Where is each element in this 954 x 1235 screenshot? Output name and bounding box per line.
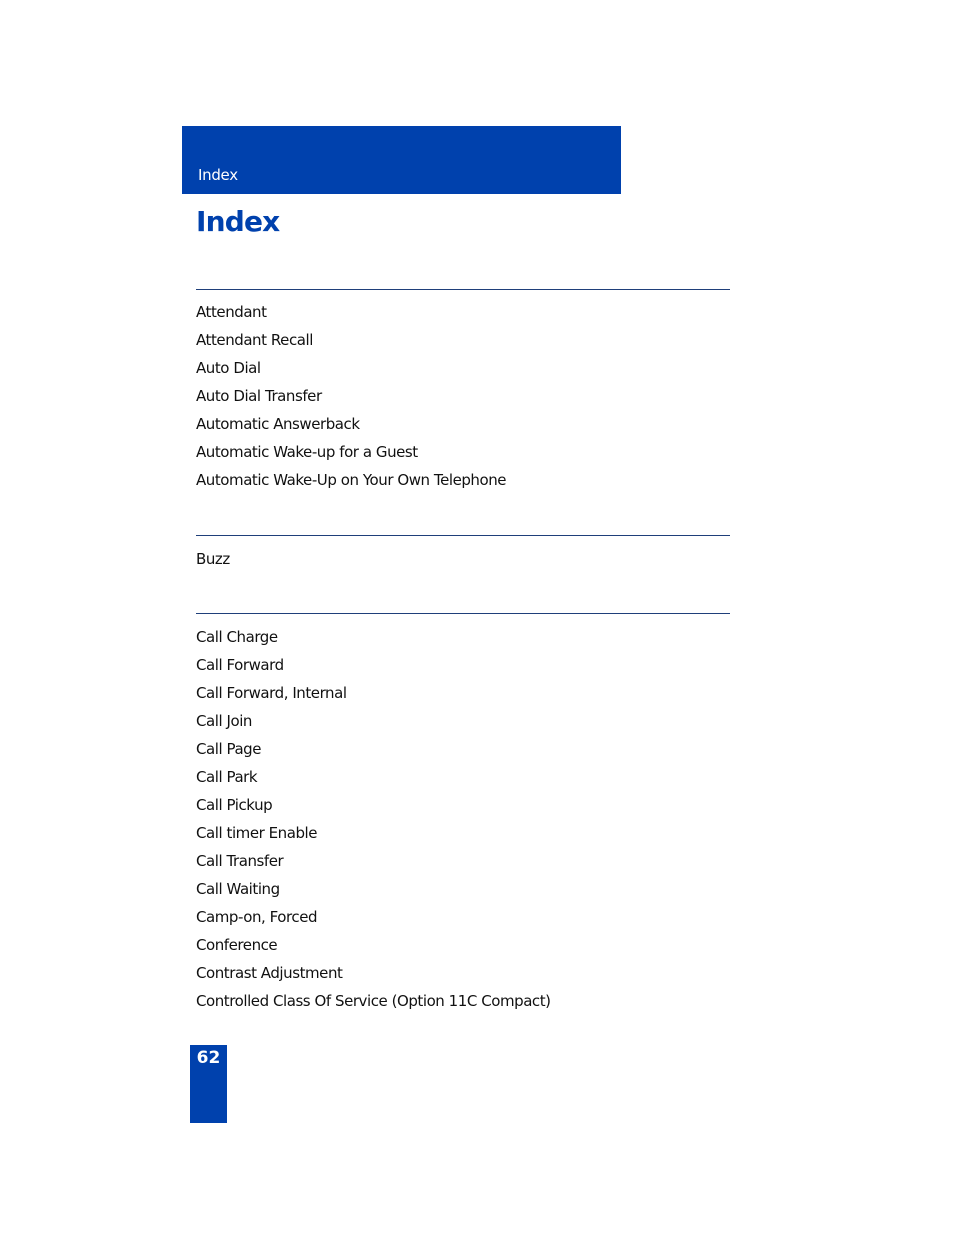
index-entry[interactable]: Contrast Adjustment bbox=[196, 964, 343, 982]
page-number-tab bbox=[190, 1045, 227, 1123]
index-entry[interactable]: Camp-on, Forced bbox=[196, 908, 318, 926]
index-entry[interactable]: Conference bbox=[196, 936, 278, 954]
section-divider bbox=[196, 613, 730, 614]
index-entry[interactable]: Automatic Answerback bbox=[196, 415, 360, 433]
page-number: 62 bbox=[196, 1048, 221, 1068]
index-entry[interactable]: Call Pickup bbox=[196, 796, 273, 814]
index-entry[interactable]: Call Charge bbox=[196, 628, 278, 646]
index-entry[interactable]: Call Waiting bbox=[196, 880, 280, 898]
index-entry[interactable]: Call Transfer bbox=[196, 852, 284, 870]
section-divider bbox=[196, 535, 730, 536]
section-divider bbox=[196, 289, 730, 290]
index-section-c bbox=[196, 623, 551, 1015]
header-label: Index bbox=[198, 166, 238, 184]
index-entry[interactable]: Auto Dial bbox=[196, 359, 261, 377]
index-entry[interactable]: Controlled Class Of Service (Option 11C Compact) bbox=[196, 992, 551, 1010]
index-entry[interactable]: Buzz bbox=[196, 550, 230, 568]
index-entry[interactable]: Call Forward, Internal bbox=[196, 684, 347, 702]
index-entry[interactable]: Auto Dial Transfer bbox=[196, 387, 322, 405]
index-entry[interactable]: Call Forward bbox=[196, 656, 284, 674]
index-entry[interactable]: Automatic Wake-Up on Your Own Telephone bbox=[196, 471, 507, 489]
index-entry[interactable]: Call timer Enable bbox=[196, 824, 318, 842]
index-entry[interactable]: Call Park bbox=[196, 768, 258, 786]
page-title: Index bbox=[196, 205, 280, 238]
index-entry[interactable]: Attendant Recall bbox=[196, 331, 313, 349]
index-entry[interactable]: Call Page bbox=[196, 740, 262, 758]
index-section-b bbox=[196, 545, 230, 573]
index-entry[interactable]: Call Join bbox=[196, 712, 252, 730]
index-entry[interactable]: Attendant bbox=[196, 303, 267, 321]
header-band bbox=[182, 126, 621, 194]
index-section-a bbox=[196, 298, 506, 494]
index-entry[interactable]: Automatic Wake-up for a Guest bbox=[196, 443, 418, 461]
